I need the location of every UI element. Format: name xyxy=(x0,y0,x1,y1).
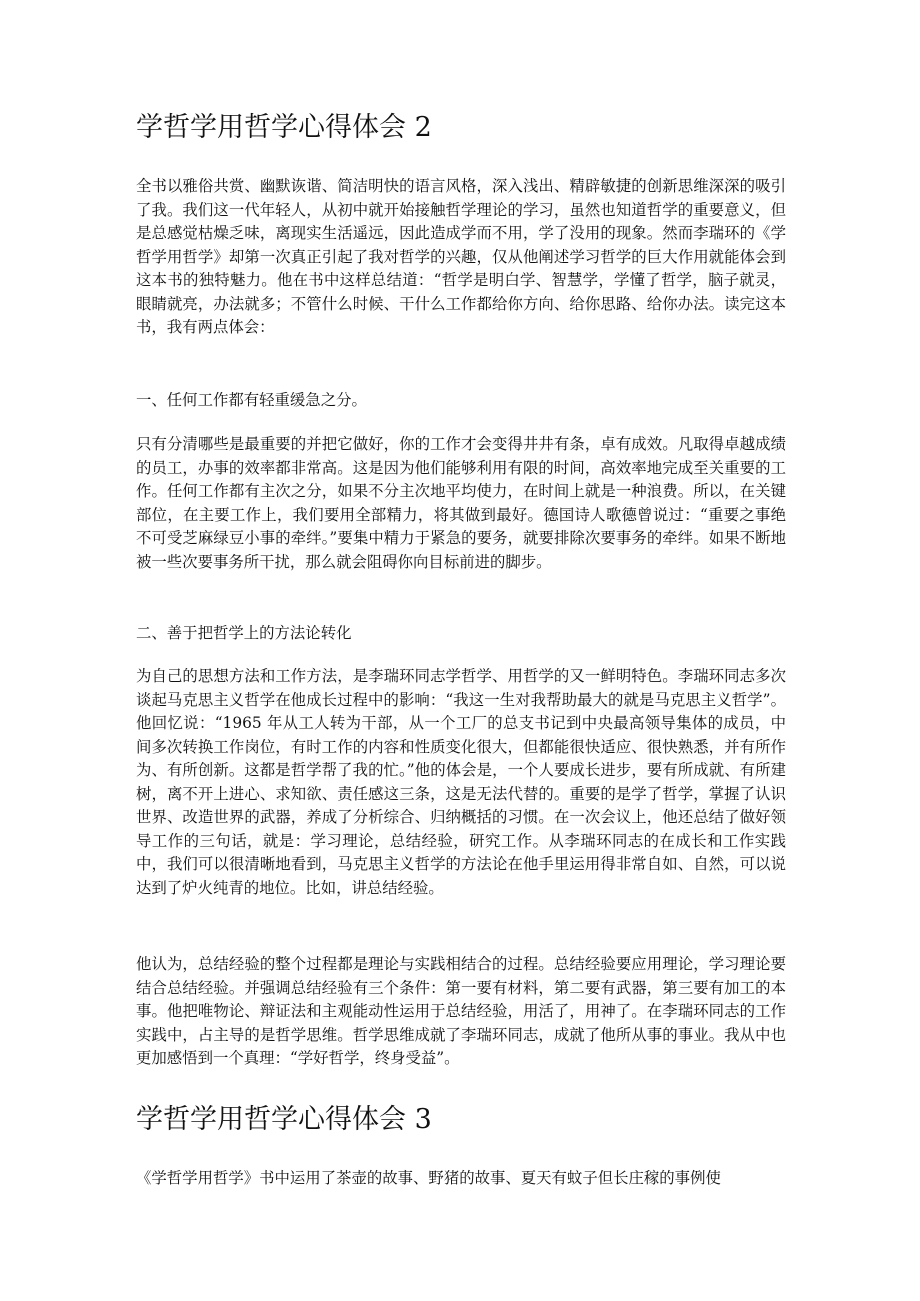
conclusion-paragraph: 他认为，总结经验的整个过程都是理论与实践相结合的过程。总结经验要应用理论，学习理论要结合总结经验。并强调总结经验有三个条件：第一要有材料，第二要有武器，第三要有加工的本事。他把唯物论、辩证法和主观能动性运用于总结经验，用活了，用神了。在李瑞环同志的工作实践中，占主导的是哲学思维。哲学思维成就了李瑞环同志，成就了他所从事的事业。我从中也更加感悟到一个真理：“学好哲学，终身受益”。 xyxy=(136,955,786,1067)
point-1-paragraph: 只有分清哪些是最重要的并把它做好，你的工作才会变得井井有条，卓有成效。凡取得卓越成绩的员工，办事的效率都非常高。这是因为他们能够利用有限的时间，高效率地完成至关重要的工作。任何工作都有主次之分，如果不分主次地平均使力，在时间上就是一种浪费。所以，在关键部位，在主要工作上，我们要用全部精力，将其做到最好。德国诗人歌德曾说过：“重要之事绝不可受芝麻绿豆小事的牵绊。”要集中精力于紧急的要务，就要排除次要事务的牵绊。如果不断地被一些次要事务所干扰，那么就会阻碍你向目标前进的脚步。 xyxy=(136,435,786,571)
section-2-intro-paragraph: 全书以雅俗共赏、幽默诙谐、简洁明快的语言风格，深入浅出、精辟敏捷的创新思维深深的吸引了我。我们这一代年轻人，从初中就开始接触哲学理论的学习，虽然也知道哲学的重要意义，但是总感觉枯燥乏味，离现实生活遥远，因此造成学而不用，学了没用的现象。然而李瑞环的《学哲学用哲学》却第一次真正引起了我对哲学的兴趣，仅从他阐述学习哲学的巨大作用就能体会到这本书的独特魅力。他在书中这样总结道：“哲学是明白学、智慧学，学懂了哲学，脑子就灵，眼睛就亮，办法就多；不管什么时候、干什么工作都给你方向、给你思路、给你办法。读完这本书，我有两点体会： xyxy=(136,177,786,336)
section-3-first-line: 《学哲学用哲学》书中运用了茶壶的故事、野猪的故事、夏天有蚊子但长庄稼的事例使 xyxy=(136,1169,721,1187)
section-2-title: 学哲学用哲学心得体会 2 xyxy=(136,112,432,143)
section-3-title: 学哲学用哲学心得体会 3 xyxy=(136,1104,432,1135)
point-2-heading: 二、善于把哲学上的方法论转化 xyxy=(136,624,352,642)
point-1-heading: 一、任何工作都有轻重缓急之分。 xyxy=(136,391,367,409)
point-2-paragraph: 为自己的思想方法和工作方法，是李瑞环同志学哲学、用哲学的又一鲜明特色。李瑞环同志多次谈起马克思主义哲学在他成长过程中的影响：“我这一生对我帮助最大的就是马克思主义哲学”。他回忆说：“1965 年从工人转为干部，从一个工厂的总支书记到中央最高领导集体的成员，中间多次转换工作岗位，有时工作的内容和性质变化很大，但都能很快适应、很快熟悉，并有所作为、有所创新。这都是哲学帮了我的忙。”他的体会是，一个人要成长进步，要有所成就、有所建树，离不开上进心、求知欲、责任感这三条，这是无法代替的。重要的是学了哲学，掌握了认识世界、改造世界的武器，养成了分析综合、归纳概括的习惯。在一次会议上，他还总结了做好领导工作的三句话，就是：学习理论，总结经验，研究工作。从李瑞环同志的在成长和工作实践中，我们可以很清晰地看到，马克思主义哲学的方法论在他手里运用得非常自如、自然，可以说达到了炉火纯青的地位。比如，讲总结经验。 xyxy=(136,667,786,897)
